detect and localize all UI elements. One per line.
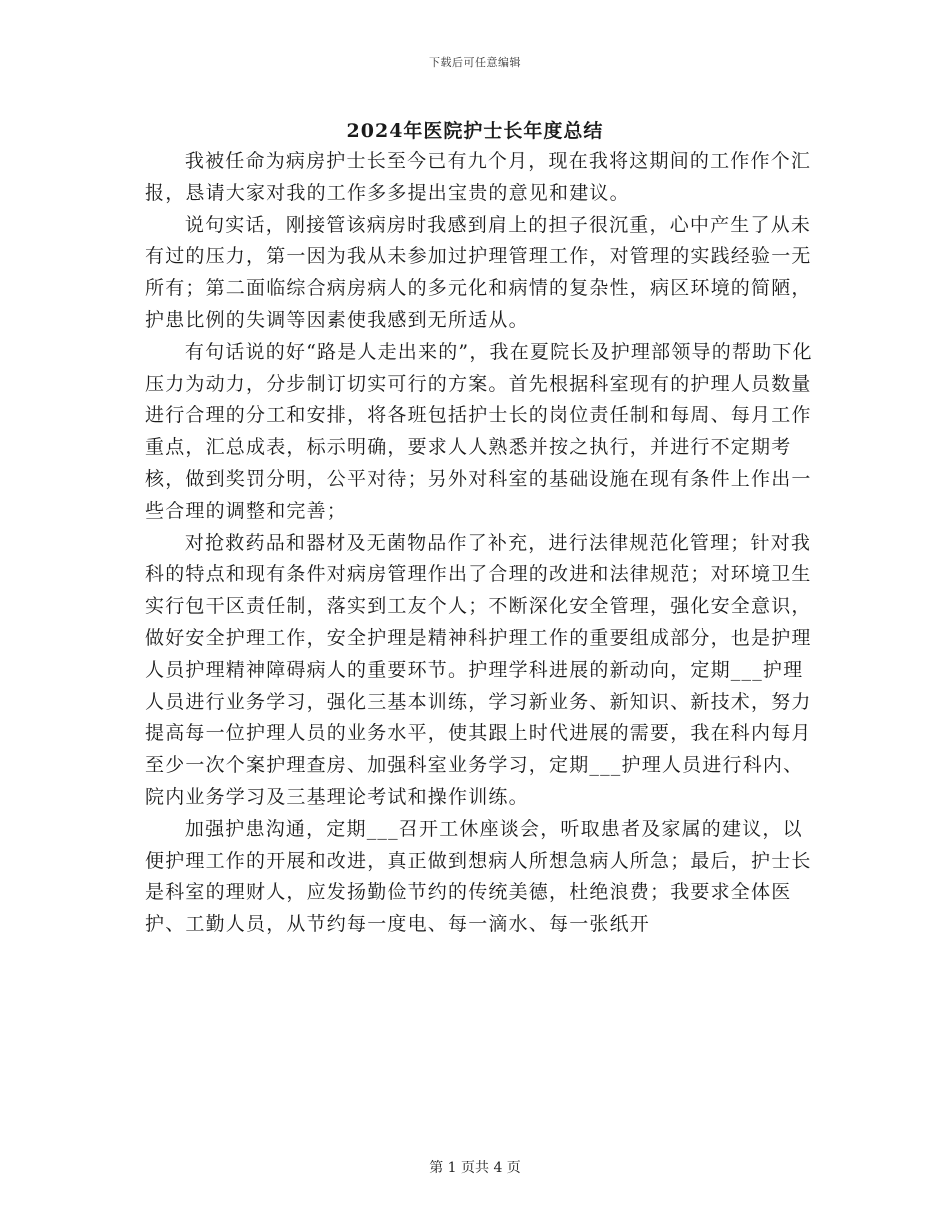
paragraph: 有句话说的好“路是人走出来的”，我在夏院长及护理部领导的帮助下化压力为动力，分步制订切实可行的方案。首先根据科室现有的护理人员数量进行合理的分工和安排，将各班包括护士长的岗位责任制和每周、每月工作重点，汇总成表，标示明确，要求人人熟悉并按之执行，并进行不定期考核，做到奖罚分明，公平对待；另外对科室的基础设施在现有条件上作出一些合理的调整和完善； (145, 340, 813, 522)
paragraph: 说句实话，刚接管该病房时我感到肩上的担子很沉重，心中产生了从未有过的压力，第一因为我从未参加过护理管理工作，对管理的实践经验一无所有；第二面临综合病房病人的多元化和病情的复杂性，病区环境的简陋，护患比例的失调等因素使我感到无所适从。 (145, 213, 812, 331)
document-title: 2024年医院护士长年度总结 (346, 120, 604, 142)
paragraph: 对抢救药品和器材及无菌物品作了补充，进行法律规范化管理；针对我科的特点和现有条件对病房管理作出了合理的改进和法律规范；对环境卫生实行包干区责任制，落实到工友个人；不断深化安全管理，强化安全意识，做好安全护理工作，安全护理是精神科护理工作的重要组成部分，也是护理人员护理精神障碍病人的重要环节。护理学科进展的新动向，定期___护理人员进行业务学习，强化三基本训练，学习新业务、新知识、新技术，努力提高每一位护理人员的业务水平，使其跟上时代进展的需要，我在科内每月至少一次个案护理查房、加强科室业务学习，定期___护理人员进行科内、院内业务学习及三基理论考试和操作训练。 (145, 531, 812, 808)
document-body (145, 146, 815, 941)
header-note: 下载后可任意编辑 (429, 56, 521, 69)
paragraph: 加强护患沟通，定期___召开工休座谈会，听取患者及家属的建议，以便护理工作的开展和改进，真正做到想病人所想急病人所急；最后，护士长是科室的理财人，应发扬勤俭节约的传统美德，杜绝浪费；我要求全体医护、工勤人员，从节约每一度电、每一滴水、每一张纸开 (145, 817, 812, 936)
page-number-footer: 第 1 页共 4 页 (429, 1160, 521, 1176)
paragraph: 我被任命为病房护士长至今已有九个月，现在我将这期间的工作作个汇报，恳请大家对我的工作多多提出宝贵的意见和建议。 (145, 150, 812, 204)
